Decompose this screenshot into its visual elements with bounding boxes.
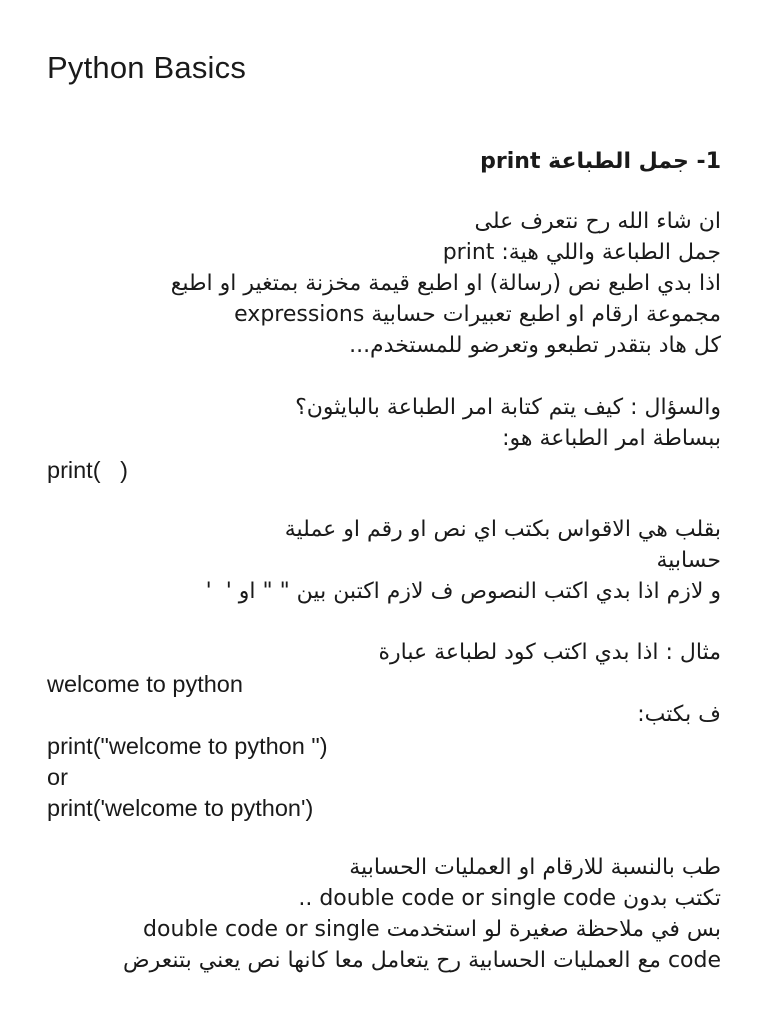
paragraph-line: بس في ملاحظة صغيرة لو استخدمت double code or single [143,917,721,942]
paragraph-line: بقلب هي الاقواس بكتب اي نص او رقم او عملية [284,517,721,542]
paragraph-line: كل هاد بتقدر تطبعو وتعرضو للمستخدم... [349,333,721,358]
paragraph-line: مثال : اذا بدي اكتب كود لطباعة عبارة [378,640,721,665]
code-line: or [47,764,68,790]
paragraph-line: و لازم اذا بدي اكتب النصوص ف لازم اكتبن بين " " او ' ' [205,579,721,604]
code-line: print('welcome to python') [47,795,314,821]
section-heading: 1- جمل الطباعة print [480,149,721,174]
paragraph-line: جمل الطباعة واللي هية: print [442,240,721,265]
paragraph-line: والسؤال : كيف يتم كتابة امر الطباعة بالبايثون؟ [295,395,721,420]
page-title: Python Basics [47,50,247,85]
paragraph-line: تكتب بدون double code or single code .. [298,886,721,911]
example-text-line: welcome to python [47,671,243,697]
code-line: print( ) [47,457,128,483]
code-line: print("welcome to python ") [47,733,328,759]
paragraph-line: ببساطة امر الطباعة هو: [502,426,721,451]
paragraph-line: حسابية [656,548,721,573]
paragraph-line: ان شاء الله رح نتعرف على [474,209,721,234]
paragraph-line: ف بكتب: [637,702,721,727]
paragraph-line: اذا بدي اطبع نص (رسالة) او اطبع قيمة مخزنة بمتغير او اطبع [170,271,721,296]
paragraph-line: طب بالنسبة للارقام او العمليات الحسابية [349,855,721,880]
paragraph-line: مجموعة ارقام او اطبع تعبيرات حسابية expressions [234,302,721,327]
paragraph-line: code مع العمليات الحسابية رح يتعامل معا كانها نص يعني بتنعرض [122,948,721,973]
